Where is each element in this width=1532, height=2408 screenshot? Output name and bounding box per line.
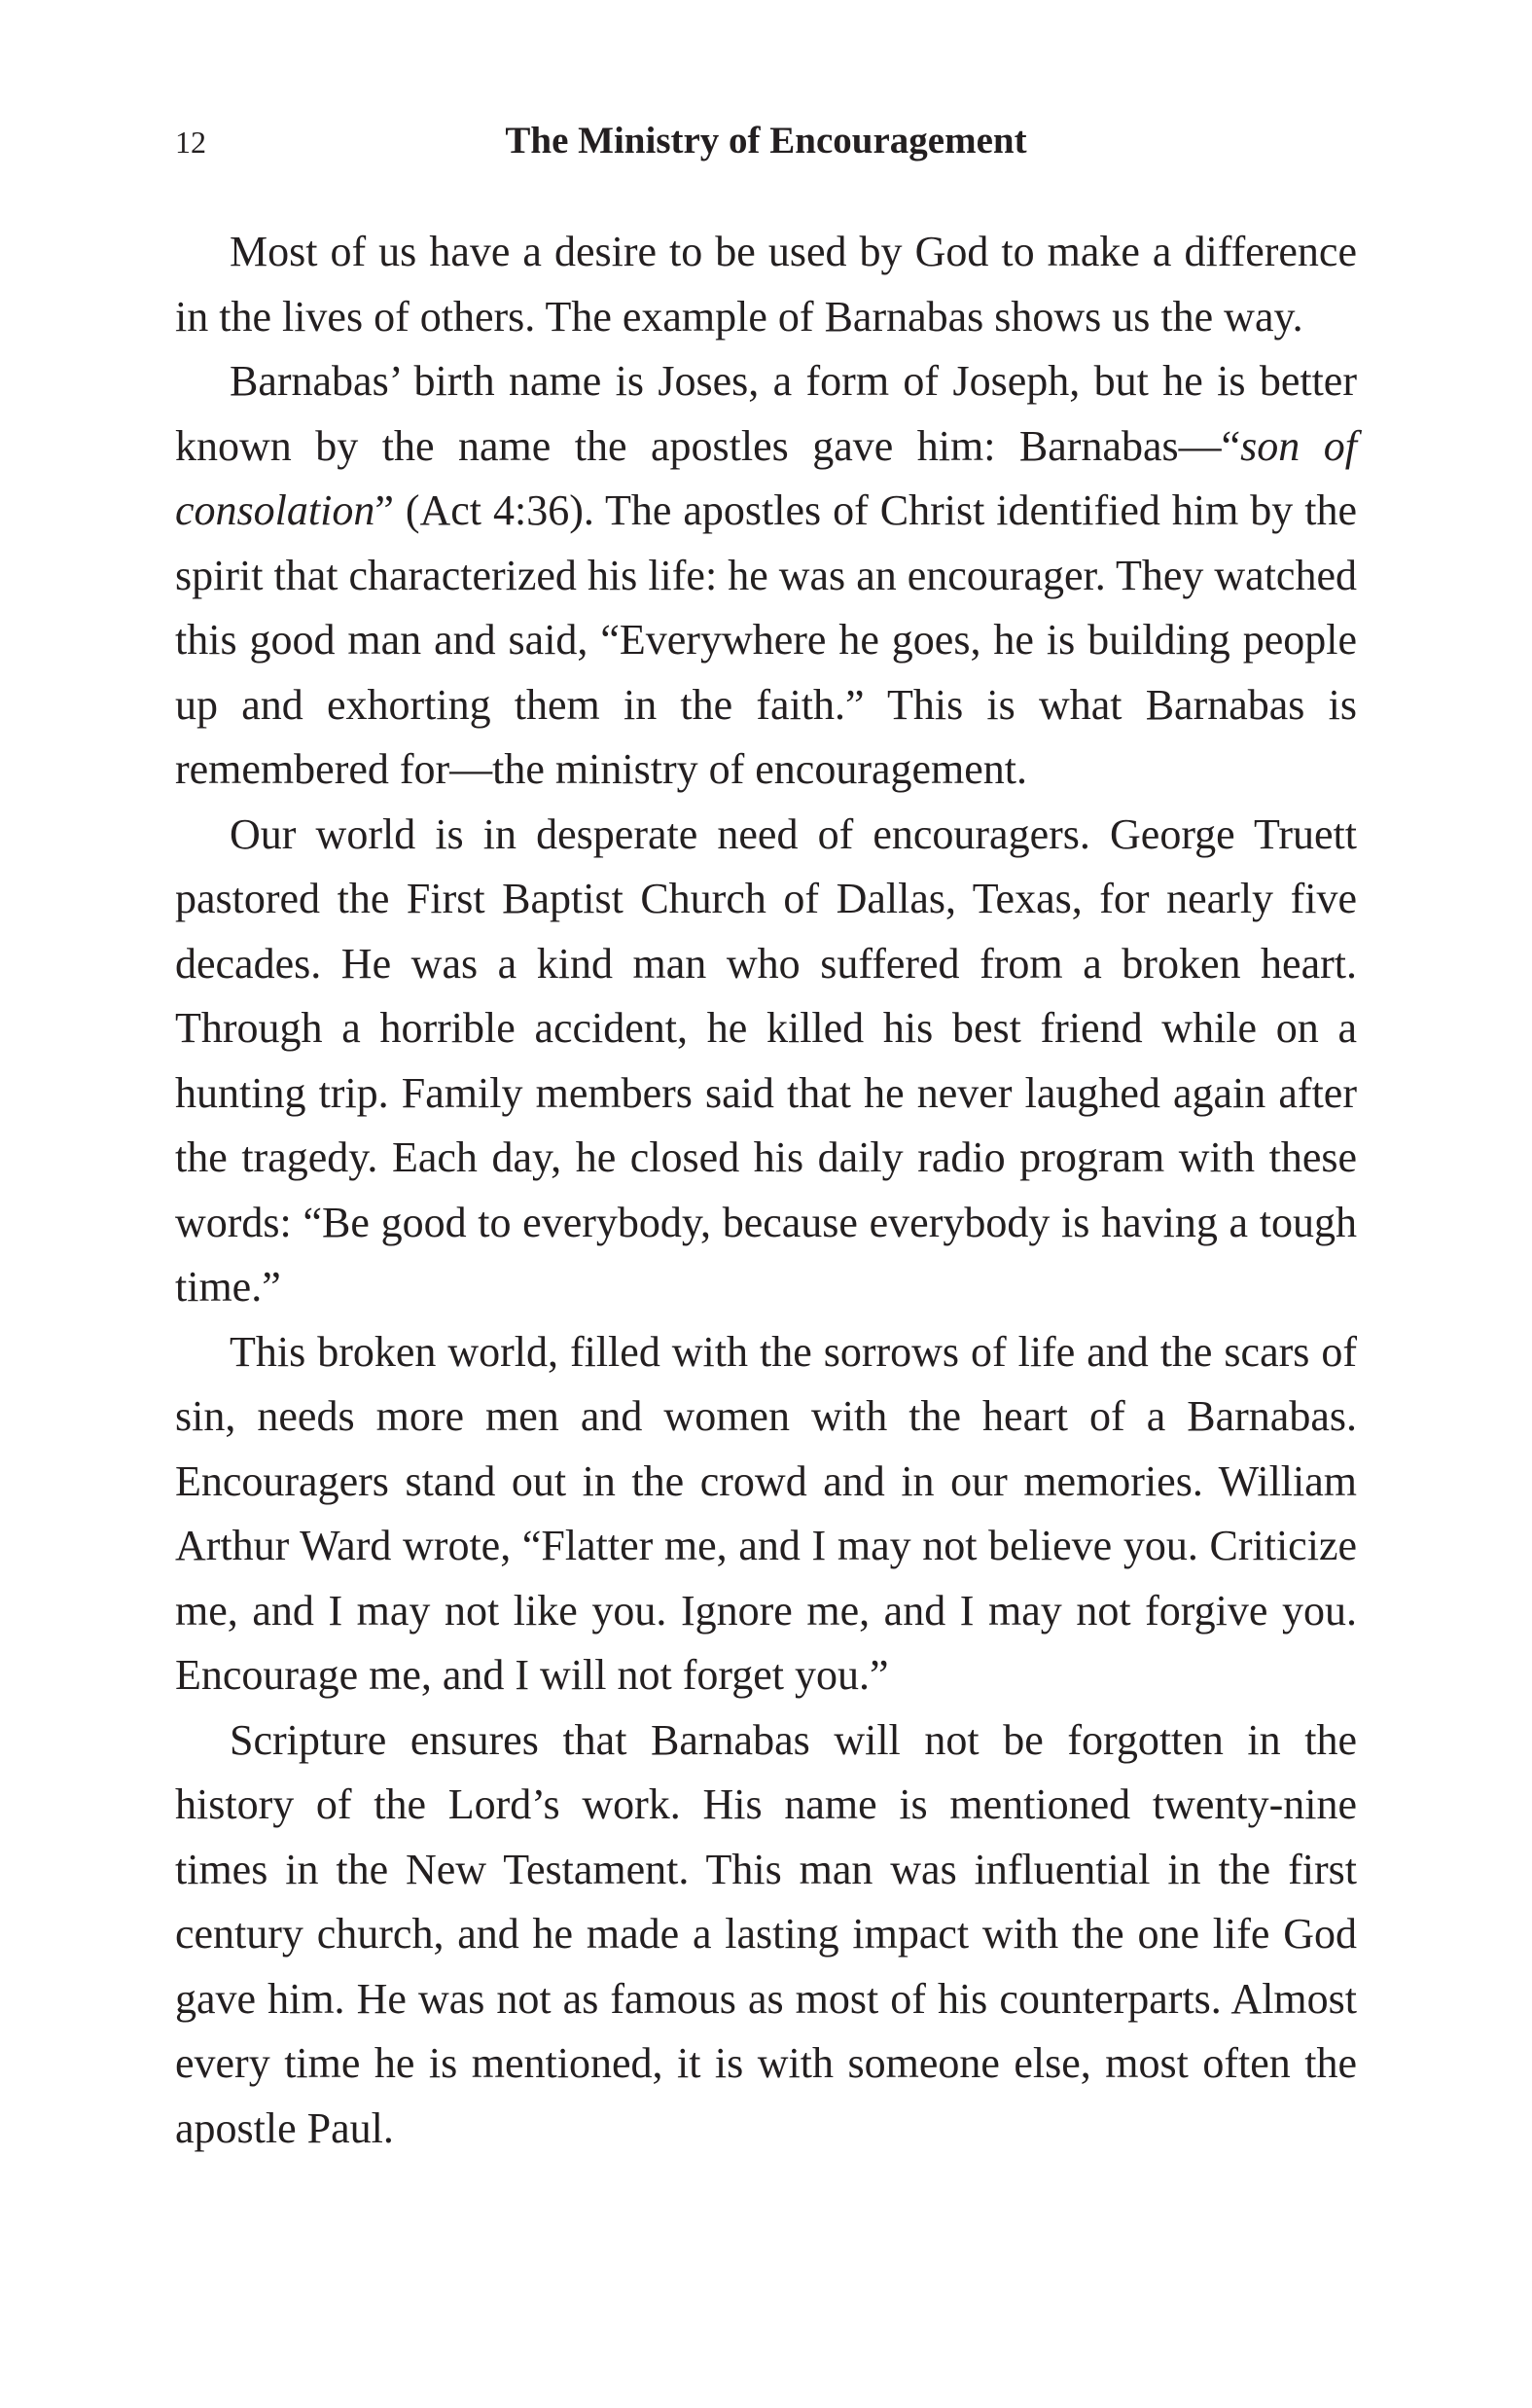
- paragraph-2-italic-phrase: son of consolation: [175, 421, 1357, 534]
- page-number: 12: [175, 125, 206, 160]
- body-text: [175, 220, 1357, 2161]
- running-title: The Ministry of Encouragement: [505, 120, 1027, 162]
- paragraph-3: Our world is in desperate need of encouragers. George Truett pastored the First Baptist Church of Dallas, Texas, for nearly five decades. He was a kind man who suffered from a broken heart. Through a horrible accident, he killed his best friend while on a hunting trip. Family members said that he never laughed again after the tragedy. Each day, he closed his daily radio program with these words: “Be good to everybody, because everybody is having a tough time.”: [175, 809, 1357, 1311]
- paragraph-5: Scripture ensures that Barnabas will not be forgotten in the history of the Lord’s work. His name is mentioned twenty-nine times in the New Testament. This man was influential in the first century church, and he made a lasting impact with the one life God gave him. He was not as famous as most of his counterparts. Almost every time he is mentioned, it is with someone else, most often the apostle Paul.: [175, 1715, 1357, 2152]
- paragraph-4: This broken world, filled with the sorrows of life and the scars of sin, needs more men and women with the heart of a Barnabas. Encouragers stand out in the crowd and in our memories. William Arthur Ward wrote, “Flatter me, and I may not believe you. Criticize me, and I may not like you. Ignore me, and I may not forgive you. Encourage me, and I will not forget you.”: [175, 1327, 1357, 1699]
- paragraph-2: [175, 349, 1357, 803]
- paragraph-2-text-end: ” (Act 4:36). The apostles of Christ identified him by the spirit that characterized his life: he was an encourager. They watched this good man and said, “Everywhere he goes, he is building people up and exhorting them in the faith.” This is what Barnabas is remembered for—the ministry of encouragement.: [175, 486, 1357, 793]
- paragraph-1: Most of us have a desire to be used by God to make a difference in the lives of others. The example of Barnabas shows us the way.: [175, 228, 1357, 341]
- paragraph-2-text-start: Barnabas’ birth name is Joses, a form of Joseph, but he is better known by the name the apostles gave him: Barnabas—“: [175, 357, 1357, 470]
- running-head: [175, 115, 1357, 173]
